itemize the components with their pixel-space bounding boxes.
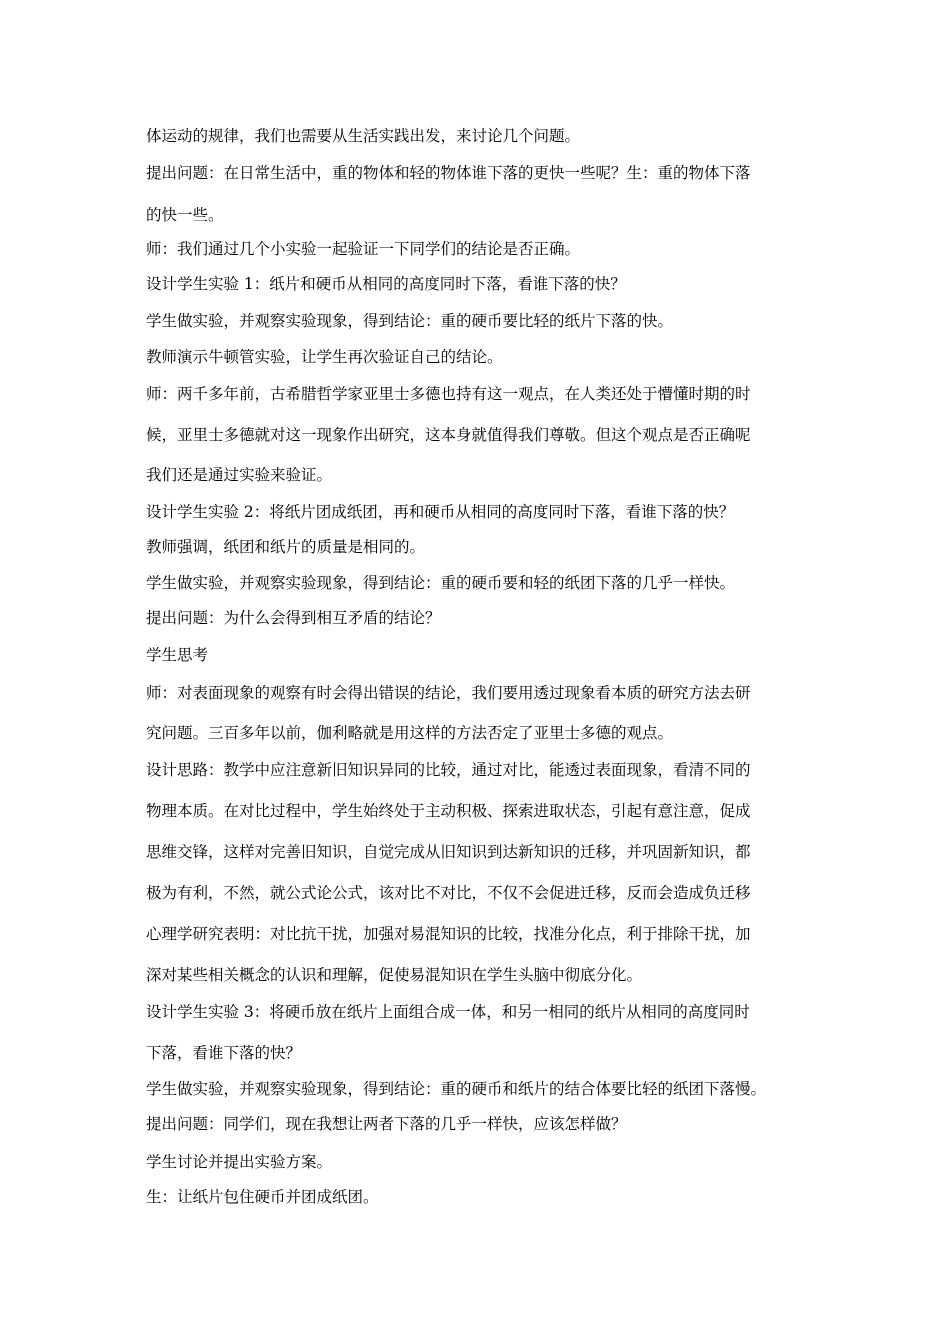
text-line: 候，亚里士多德就对这一现象作出研究，这本身就值得我们尊敬。但这个观点是否正确呢 (146, 426, 751, 444)
text-line: 设计学生实验 1：纸片和硬币从相同的高度同时下落，看谁下落的快？ (146, 275, 626, 293)
text-line: 学生做实验，并观察实验现象，得到结论：重的硬币和纸片的结合体要比轻的纸团下落慢。 (146, 1080, 767, 1098)
text-line: 生：让纸片包住硬币并团成纸团。 (146, 1188, 379, 1206)
text-line: 下落，看谁下落的快？ (146, 1044, 302, 1062)
text-line: 教师演示牛顿管实验，让学生再次验证自己的结论。 (146, 348, 503, 366)
text-line: 学生思考 (146, 646, 209, 664)
text-line: 学生做实验，并观察实验现象，得到结论：重的硬币要比轻的纸片下落的快。 (146, 312, 674, 330)
text-line: 极为有利，不然，就公式论公式，该对比不对比，不仅不会促进迁移，反而会造成负迁移 (146, 884, 751, 902)
text-line: 心理学研究表明：对比抗干扰，加强对易混知识的比较，找准分化点，利于排除干扰，加 (146, 925, 751, 943)
text-line: 师：我们通过几个小实验一起验证一下同学们的结论是否正确。 (146, 240, 581, 258)
text-line: 物理本质。在对比过程中，学生始终处于主动积极、探索进取状态，引起有意注意，促成 (146, 802, 751, 820)
text-line: 设计学生实验 3：将硬币放在纸片上面组合成一体，和另一相同的纸片从相同的高度同时 (146, 1003, 750, 1021)
text-line: 体运动的规律，我们也需要从生活实践出发，来讨论几个问题。 (146, 127, 581, 145)
text-line: 提出问题：同学们，现在我想让两者下落的几乎一样快，应该怎样做？ (146, 1115, 627, 1133)
text-line: 学生做实验，并观察实验现象，得到结论：重的硬币要和轻的纸团下落的几乎一样快。 (146, 574, 736, 592)
text-line: 师：对表面现象的观察有时会得出错误的结论，我们要用透过现象看本质的研究方法去研 (146, 684, 751, 702)
text-line: 设计思路：教学中应注意新旧知识异同的比较，通过对比，能透过表面现象，看清不同的 (146, 761, 751, 779)
text-line: 深对某些相关概念的认识和理解，促使易混知识在学生头脑中彻底分化。 (146, 966, 643, 984)
text-line: 学生讨论并提出实验方案。 (146, 1153, 333, 1171)
text-line: 的快一些。 (146, 206, 224, 224)
text-line: 提出问题：为什么会得到相互矛盾的结论？ (146, 609, 441, 627)
text-line: 思维交锋，这样对完善旧知识，自觉完成从旧知识到达新知识的迁移，并巩固新知识，都 (146, 843, 751, 861)
text-line: 教师强调，纸团和纸片的质量是相同的。 (146, 538, 426, 556)
text-line: 我们还是通过实验来验证。 (146, 466, 333, 484)
text-line: 究问题。三百多年以前，伽利略就是用这样的方法否定了亚里士多德的观点。 (146, 724, 674, 742)
text-line: 师：两千多年前，古希腊哲学家亚里士多德也持有这一观点，在人类还处于懵懂时期的时 (146, 385, 751, 403)
text-line: 提出问题：在日常生活中，重的物体和轻的物体谁下落的更快一些呢？生：重的物体下落 (146, 164, 751, 182)
text-line: 设计学生实验 2：将纸片团成纸团，再和硬币从相同的高度同时下落，看谁下落的快？ (146, 503, 735, 521)
